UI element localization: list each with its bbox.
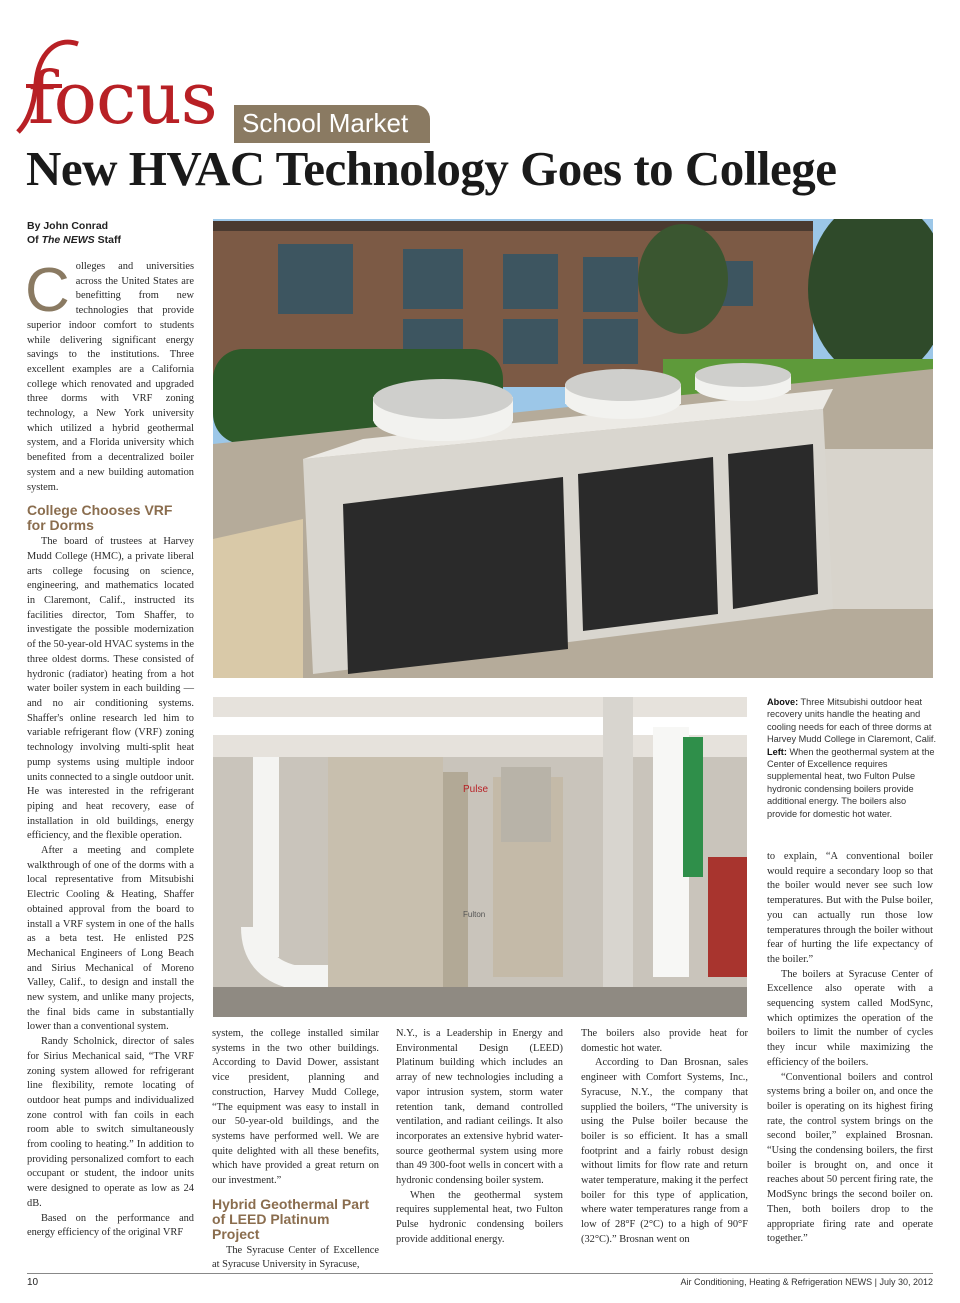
article-paragraph: According to Dan Brosnan, sales engineer with Comfort Systems, Inc., Syracuse, N.Y., the company that supplied the boilers, “The university is using the Pulse boiler because the boiler is so efficient. It has a small footprint and a fairly robust design without limits for flow rate and return water temperature, making it the perfect boiler for this type of application, where water temperatures range from a low of 28°F (2°C) to a high of 90°F (32°C).” Brosnan went on [581,1057,748,1245]
article-paragraph: After a meeting and complete walkthrough of one of the dorms with a local representative from Mitsubishi Electric Cooling & Heating, Shaffer obtained approval from the board to install a VRF system in one of the halls as a beta test. He enlisted P2S Mechanical Engineers of Long Beach and Sirius Mechanical of Moreno Valley, Calif., to design and install the new system, and unlike many projects, the final bids came in substantially lower than a conventional system. [27,845,194,1033]
caption-left-text: When the geothermal system at the Center of Excellence requires supplemental heat, two Fulton Pulse hydronic condensing boilers provide additional energy. The boilers also provide for domestic hot water. [767,746,935,819]
caption-above-text: Three Mitsubishi outdoor heat recovery units handle the heating and cooling needs for each of three dorms at Harvey Mudd College in Claremont, Calif. [767,697,937,745]
byline [27,219,121,247]
intro-paragraph: Colleges and universities across the United States are benefitting from new technologies that provide superior indoor comfort to students while delivering significant energy savings to the institutions. Three excellent examples are a California college which renovated and upgraded three dorms with VRF zoning technology, a New York university which utilized a hybrid geothermal system, and a Florida university which benefited from a decentralized boiler system and a new building automation system. [25,256,194,493]
article-paragraph: The board of trustees at Harvey Mudd College (HMC), a private liberal arts college focusing on science, engineering, and mathematics located in Claremont, Calif., instructed its facilities director, Tom Shaffer, to investigate the possible modernization of the 50-year-old HVAC systems in the three oldest dorms. These consisted of hydronic (radiator) heating from a hot water boiler system in each building — and no air conditioning systems. Shaffer's online research led him to variable refrigerant flow (VRF) zoning technology involving multi-split heat pump systems using multiple indoor units connected to a single outdoor unit. He was interested in the refrigerant piping and heat recovery, ease of installation in old buildings, energy efficiency, and the flexible operation. [27,536,194,842]
dropcap: C [25,256,70,325]
article-paragraph: The Syracuse Center of Excellence at Syracuse University in Syracuse, [212,1244,379,1271]
page-number: 10 [27,1277,39,1288]
article-paragraph: system, the college installed similar systems in the two other buildings. According to David Dower, assistant vice president, planning and construction, Harvey Mudd College, “The equipment was easy to install in our 50-year-old buildings, and the systems have performed well. We are quite delighted with all these benefits, which have provided a great return on our investment.” [212,1028,379,1187]
caption-above-label: Above: [767,697,799,707]
subhead-vrf: College Chooses VRF for Dorms [27,502,173,534]
article-paragraph: When the geothermal system requires supplemental heat, two Fulton Pulse hydronic condensing boilers provide additional energy. [396,1189,563,1245]
article-paragraph: The boilers at Syracuse Center of Excellence also operate with a sequencing system called ModSync, which optimizes the operation of the boilers to limit the number of cycles they incur while maximizing the efficiency of the boilers. [767,968,933,1068]
photo-outdoor-units [213,219,933,678]
logo-wordmark: focus [28,56,217,140]
photo-boiler-room [213,697,747,1017]
article-column-4 [581,1027,748,1267]
footer-publication: Air Conditioning, Heating & Refrigeration NEWS | July 30, 2012 [680,1277,933,1287]
article-paragraph: The boilers also provide heat for domestic hot water. [581,1028,748,1054]
article-paragraph: to explain, “A conventional boiler would require a secondary loop so that the boiler would never see such low temperatures. But with the Pulse boiler, you can actually run those low temperatures through the boiler without fear of hurting the life expectancy of the boiler.” [767,851,933,965]
article-paragraph: N.Y., is a Leadership in Energy and Environmental Design (LEED) Platinum building which includes an array of new technologies including a vapor intrusion system, storm water retention tank, demand controlled ventilation, and radiant ceilings. It also incorporates an extensive hybrid water-source geothermal system using more than 49 300-foot wells in concert with a hydronic condensing boiler system. [396,1028,563,1187]
article-column-2 [212,1027,379,1271]
article-paragraph: Based on the performance and energy efficiency of the original VRF [27,1212,194,1239]
subhead-geothermal: Hybrid Geothermal Part of LEED Platinum Project [212,1195,370,1242]
boiler-room-illustration [213,697,747,1017]
byline-staff: Of The NEWS Staff [27,234,121,246]
photo-caption [767,696,937,820]
article-column-5 [767,850,933,1268]
article-paragraph: “Conventional boilers and control systems bring a boiler on, and once the boiler is operating on its highest firing rate, the control system brings on the second boiler,” explained Brosnan. “Using the condensing boilers, the first boiler is brought on, and once it reaches about 50 percent firing rate, the ModSync brings the second boiler on. Then, both boilers drop to the appropriate firing rate and operate together.” [767,1071,933,1245]
focus-logo [8,32,428,142]
byline-author: By John Conrad [27,220,109,232]
headline: New HVAC Technology Goes to College [26,141,837,196]
section-tag [234,105,430,143]
outdoor-units-illustration [213,219,933,678]
footer-divider [27,1273,933,1274]
article-paragraph: Randy Scholnick, director of sales for Sirius Mechanical said, “The VRF zoning system allowed for refrigerant line flexibility, remote locating of outdoor heat pumps and individualized zone control with fan coils in each room able to switch simultaneously from cooling to heating.” In addition to providing personalized comfort to each occupant or student, the indoor units were designed to operate as low as 24 dB. [27,1036,194,1209]
section-tag-label: School Market [242,108,409,138]
caption-left-label: Left: [767,746,787,757]
fulton-brand-label: Fulton [463,910,486,919]
article-column-3 [396,1027,563,1267]
pulse-brand-label: Pulse [463,784,489,795]
article-column-1 [25,256,194,1265]
